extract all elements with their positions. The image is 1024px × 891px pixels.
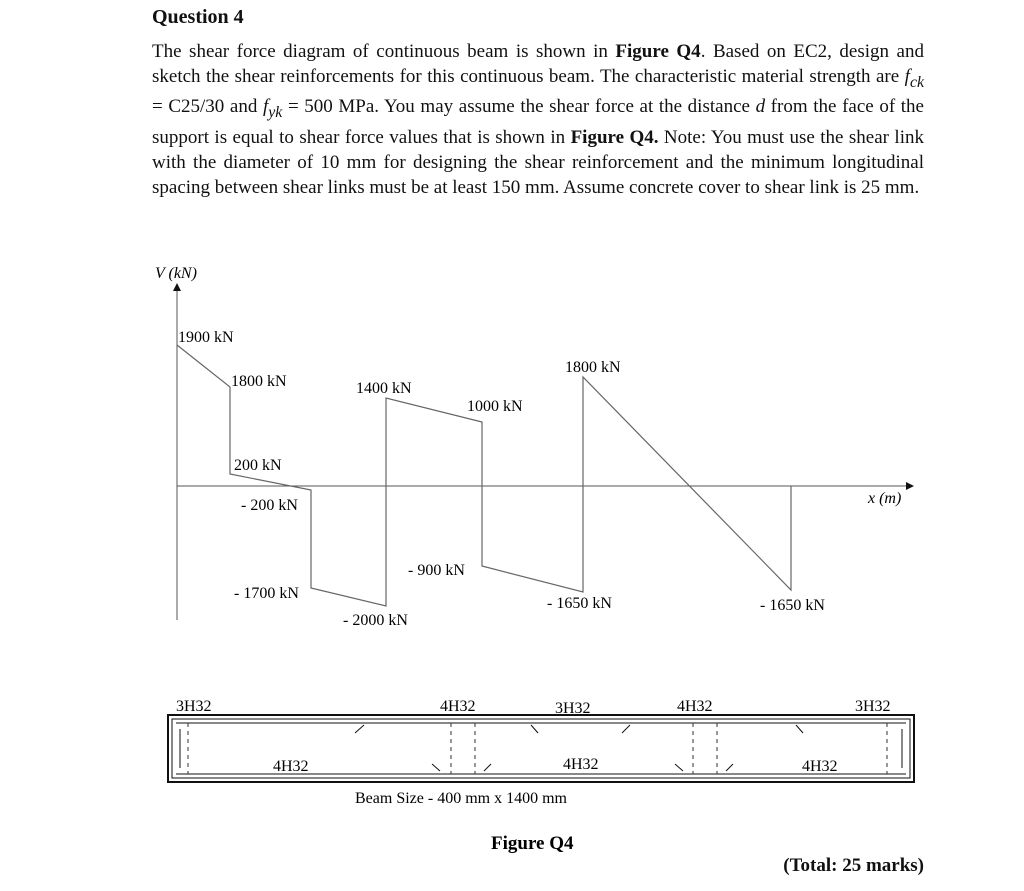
label-m1700: - 1700 kN — [234, 585, 299, 602]
label-1000: 1000 kN — [467, 398, 523, 415]
label-m900: - 900 kN — [408, 562, 465, 579]
rebar-top-mid3: 4H32 — [677, 698, 713, 715]
figure-ref-2: Figure Q4. — [570, 126, 659, 148]
label-1800b: 1800 kN — [565, 359, 621, 376]
rebar-bot-right: 4H32 — [802, 758, 838, 775]
v-axis-label: V (kN) — [155, 265, 197, 282]
rebar-bot-mid: 4H32 — [563, 756, 599, 773]
label-1400: 1400 kN — [356, 380, 412, 397]
rebar-top-left: 3H32 — [176, 698, 212, 715]
rebar-top-right: 3H32 — [855, 698, 891, 715]
label-1800a: 1800 kN — [231, 373, 287, 390]
beam-size: Beam Size - 400 mm x 1400 mm — [355, 790, 567, 807]
rebar-bot-left: 4H32 — [273, 758, 309, 775]
x-axis-label: x (m) — [868, 490, 902, 507]
question-heading: Question 4 — [152, 6, 244, 28]
total-marks: (Total: 25 marks) — [783, 855, 924, 876]
rebar-top-mid1: 4H32 — [440, 698, 476, 715]
label-m1650b: - 1650 kN — [760, 597, 825, 614]
label-m2000: - 2000 kN — [343, 612, 408, 629]
label-1900: 1900 kN — [178, 329, 234, 346]
figure-ref: Figure Q4 — [615, 41, 701, 62]
rebar-top-mid2: 3H32 — [555, 700, 591, 717]
figure-caption: Figure Q4 — [491, 833, 574, 854]
label-200: 200 kN — [234, 457, 282, 474]
question-text: The shear force diagram of continuous beam is shown in Figure Q4. Based on EC2, design and sketch the shear reinforcements for this continuous beam. The characteristic material strength are $f_{ck} = C25/30$ and $f_{yk} = 500$ MPa. You may assume the shear force at the distance d from the face of the support is equal to shear force values that is shown in Figure Q4. Note: You must use the shear link with the diameter of 10 mm for designing the shear reinforcement and the minimum longitudinal spacing between shear links must be at least 150 mm. Assume concrete cover to shear link is 25 mm. — [152, 41, 924, 198]
label-m1650a: - 1650 kN — [547, 595, 612, 612]
label-m200: - 200 kN — [241, 497, 298, 514]
